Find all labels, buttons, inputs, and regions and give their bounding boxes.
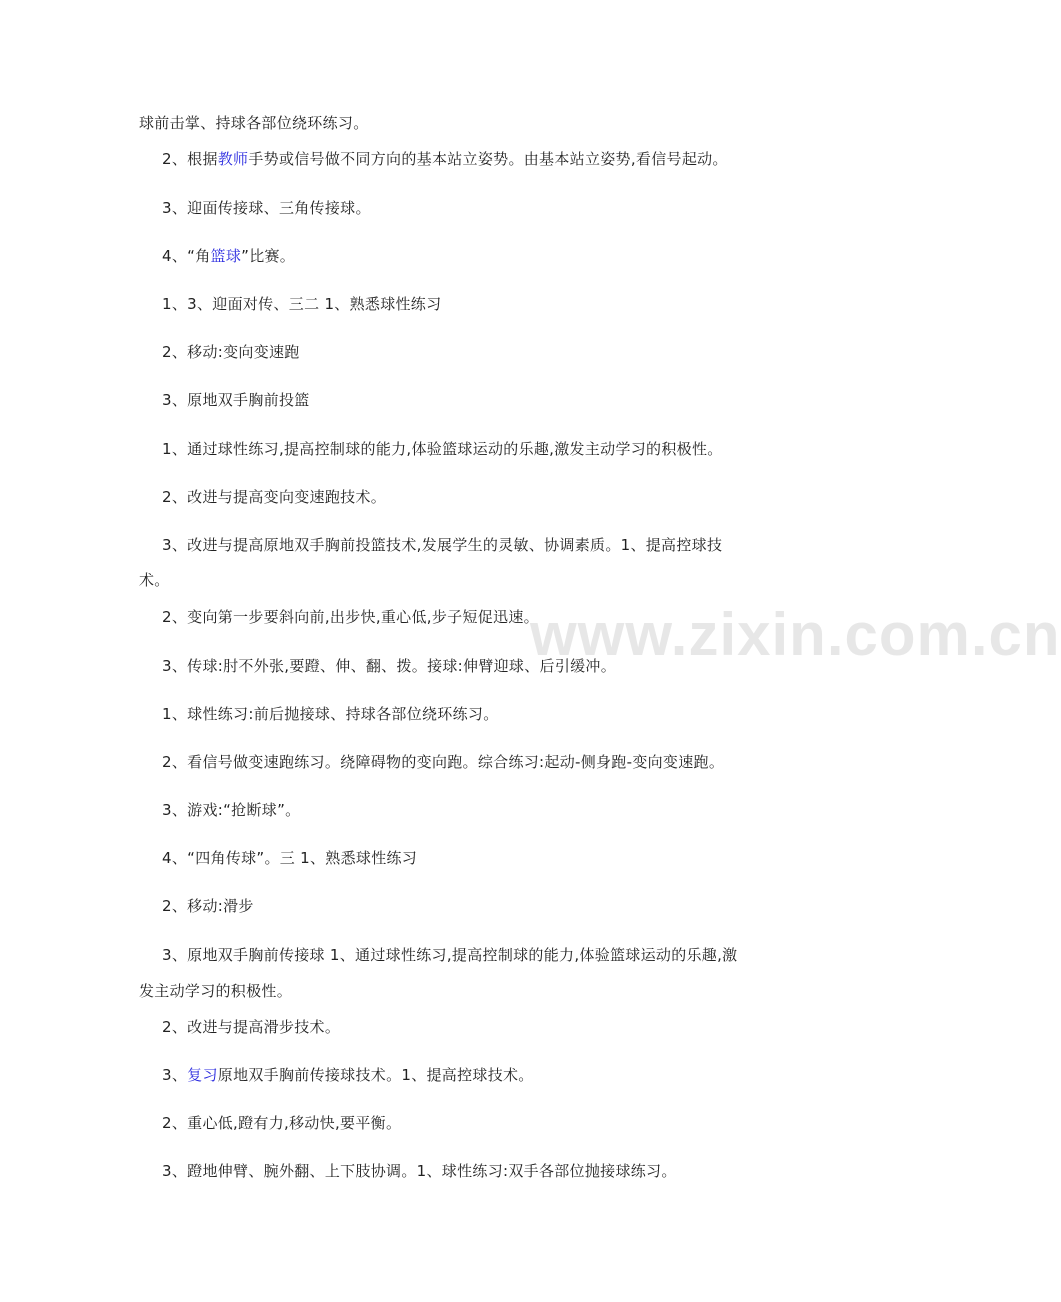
text-line: 2、改进与提高变向变速跑技术。 — [162, 488, 387, 506]
link-teacher[interactable]: 教师 — [217, 150, 249, 168]
link-review[interactable]: 复习 — [187, 1066, 218, 1084]
text-line: 2、重心低,蹬有力,移动快,要平衡。 — [162, 1114, 402, 1132]
text-line: 2、移动:滑步 — [162, 897, 254, 915]
text-line: 4、“四角传球”。三 1、熟悉球性练习 — [162, 849, 418, 867]
text-line — [162, 245, 295, 267]
text-line: 发主动学习的积极性。 — [139, 982, 293, 1000]
text-line: 3、原地双手胸前传接球 1、通过球性练习,提高控制球的能力,体验篮球运动的乐趣,激 — [162, 946, 738, 964]
text-line — [162, 148, 728, 170]
text-line: 3、迎面传接球、三角传接球。 — [162, 199, 371, 217]
watermark: www.zixin.com.cn — [530, 601, 1061, 668]
link-basketball[interactable]: 篮球 — [210, 247, 242, 265]
text-segment: 原地双手胸前传接球技术。1、提高控球技术。 — [217, 1066, 534, 1084]
text-segment: ”比赛。 — [241, 247, 296, 265]
text-line: 3、游戏:“抢断球”。 — [162, 801, 301, 819]
text-segment: 3、 — [162, 1066, 188, 1084]
text-segment: 手势或信号做不同方向的基本站立姿势。由基本站立姿势,看信号起动。 — [248, 150, 728, 168]
text-line: 2、改进与提高滑步技术。 — [162, 1018, 341, 1036]
text-line: 3、原地双手胸前投篮 — [162, 391, 310, 409]
text-line: 3、改进与提高原地双手胸前投篮技术,发展学生的灵敏、协调素质。1、提高控球技 — [162, 536, 723, 554]
text-line: 2、看信号做变速跑练习。绕障碍物的变向跑。综合练习:起动-侧身跑-变向变速跑。 — [162, 753, 725, 771]
text-line: 术。 — [139, 571, 170, 589]
text-line: 1、3、迎面对传、三二 1、熟悉球性练习 — [162, 295, 442, 313]
text-line: 2、移动:变向变速跑 — [162, 343, 300, 361]
text-segment: 4、“角 — [162, 247, 211, 265]
text-segment: 2、根据 — [162, 150, 218, 168]
text-line: 1、球性练习:前后抛接球、持球各部位绕环练习。 — [162, 705, 499, 723]
text-line: 3、蹬地伸臂、腕外翻、上下肢协调。1、球性练习:双手各部位抛接球练习。 — [162, 1162, 677, 1180]
text-line: 2、变向第一步要斜向前,出步快,重心低,步子短促迅速。 — [162, 608, 539, 626]
text-line: 1、通过球性练习,提高控制球的能力,体验篮球运动的乐趣,激发主动学习的积极性。 — [162, 440, 723, 458]
text-line — [162, 1064, 534, 1086]
text-line: 球前击掌、持球各部位绕环练习。 — [139, 114, 369, 132]
text-line: 3、传球:肘不外张,要蹬、伸、翻、拨。接球:伸臂迎球、后引缓冲。 — [162, 657, 617, 675]
